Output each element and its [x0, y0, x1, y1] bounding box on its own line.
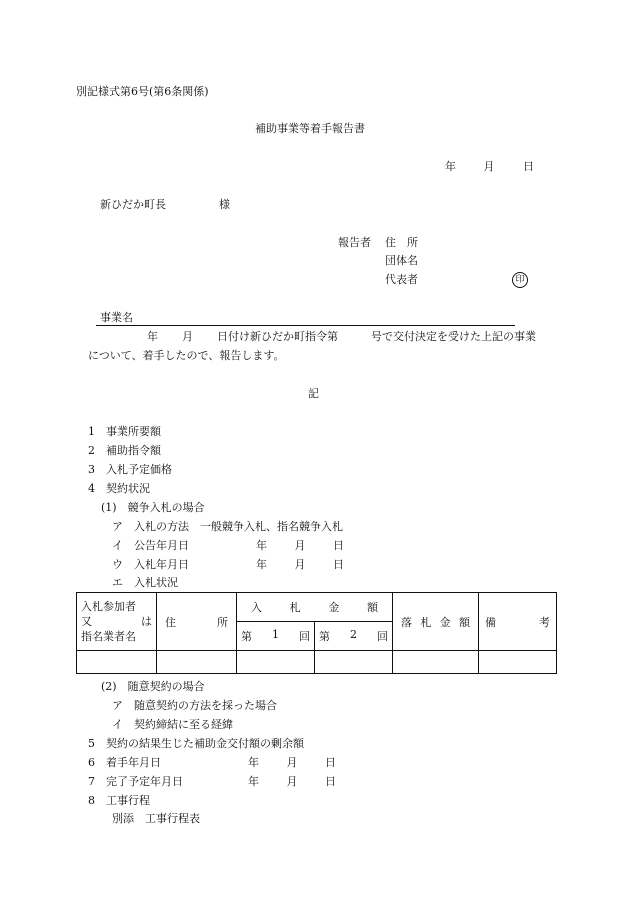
report-date — [445, 161, 534, 172]
table-row — [77, 651, 557, 674]
header-remarks — [479, 593, 557, 651]
date-month: 月 — [483, 160, 495, 173]
header-bidder-line2b: は — [141, 615, 152, 628]
statement-line2: について、着手したので、報告します。 — [88, 349, 285, 362]
header-winning-amount — [393, 593, 479, 651]
start-date — [248, 757, 336, 768]
header-round-2 — [315, 622, 393, 651]
statement-month: 月 — [182, 330, 193, 343]
date-year: 年 — [256, 558, 267, 571]
statement-year: 年 — [147, 330, 158, 343]
header-round-1-a: 第 — [241, 630, 252, 643]
reporter-representative-label: 代表者 — [385, 273, 418, 286]
header-address — [157, 593, 237, 651]
date-month: 月 — [286, 775, 298, 788]
form-number: 別記様式第6号(第6条関係) — [76, 85, 209, 98]
bid-date — [256, 559, 344, 570]
header-round-2-a: 第 — [319, 630, 330, 643]
project-name-underline — [96, 325, 515, 326]
date-month: 月 — [294, 539, 306, 552]
item-4-2: (2) 随意契約の場合 — [101, 680, 205, 693]
announcement-date — [256, 540, 344, 551]
item-7: 7 完了予定年月日 — [88, 775, 183, 788]
header-winning-3: 金 — [439, 615, 451, 629]
item-3: 3 入札予定価格 — [88, 463, 172, 476]
header-winning-2: 札 — [420, 615, 432, 629]
date-year: 年 — [248, 756, 259, 769]
header-winning-4: 額 — [458, 615, 470, 629]
item-2: 2 補助指令額 — [88, 444, 161, 457]
header-remarks-a: 備 — [485, 615, 496, 629]
bid-status-table — [76, 592, 557, 674]
date-year: 年 — [256, 539, 267, 552]
date-day: 日 — [333, 539, 344, 552]
addressee-honorific: 様 — [219, 198, 230, 211]
header-bidder-line2a: 又 — [81, 615, 92, 628]
date-month: 月 — [294, 558, 306, 571]
ki-heading: 記 — [308, 387, 319, 400]
item-4-2-a: ア 随意契約の方法を採った場合 — [112, 699, 277, 712]
cell-round-1 — [237, 651, 315, 674]
date-year: 年 — [248, 775, 259, 788]
item-5: 5 契約の結果生じた補助金交付額の剰余額 — [88, 737, 304, 750]
cell-winning — [393, 651, 479, 674]
header-address-b: 所 — [217, 615, 228, 629]
reporter-label: 報告者 — [338, 236, 371, 249]
statement-mid: 日付け新ひだか町指令第 — [217, 330, 338, 343]
item-8-attachment: 別添 工事行程表 — [112, 812, 200, 825]
document-title: 補助事業等着手報告書 — [255, 122, 365, 135]
cell-bidder — [77, 651, 157, 674]
header-round-1-b: 1 — [272, 628, 279, 641]
header-bid-amount-1: 入 — [251, 601, 262, 614]
reporter-organization-label: 団体名 — [385, 254, 418, 267]
header-round-2-b: 2 — [350, 628, 357, 641]
cell-address — [157, 651, 237, 674]
cell-remarks — [479, 651, 557, 674]
item-4-2-i: イ 契約締結に至る経緯 — [112, 718, 233, 731]
item-4-1-u: ウ 入札年月日 — [112, 558, 189, 571]
seal-mark — [512, 272, 528, 288]
header-round-1-c: 回 — [299, 630, 310, 643]
header-bidder-line1: 入札参加者 — [81, 600, 136, 613]
header-bid-amount-3: 金 — [328, 601, 340, 614]
header-bid-amount-2: 札 — [289, 601, 301, 614]
cell-round-2 — [315, 651, 393, 674]
reporter-address-label: 住 所 — [385, 236, 418, 249]
date-day: 日 — [333, 558, 344, 571]
header-bidder-line3: 指名業者名 — [81, 630, 136, 643]
item-8: 8 工事行程 — [88, 794, 150, 807]
date-day: 日 — [325, 775, 336, 788]
item-4: 4 契約状況 — [88, 482, 150, 495]
header-bid-amount — [237, 593, 393, 622]
header-round-2-c: 回 — [377, 630, 388, 643]
header-bid-amount-4: 額 — [366, 601, 378, 614]
completion-date — [248, 776, 336, 787]
statement-end: 号で交付決定を受けた上記の事業 — [371, 330, 536, 343]
date-month: 月 — [286, 756, 298, 769]
item-4-1-i: イ 公告年月日 — [112, 539, 189, 552]
item-1: 1 事業所要額 — [88, 425, 161, 438]
item-6: 6 着手年月日 — [88, 756, 161, 769]
addressee-name: 新ひだか町長 — [100, 198, 166, 211]
header-address-a: 住 — [165, 615, 176, 629]
date-year: 年 — [445, 160, 456, 173]
item-4-1-a: ア 入札の方法 一般競争入札、指名競争入札 — [112, 520, 343, 533]
date-day: 日 — [523, 160, 534, 173]
project-name-label: 事業名 — [100, 311, 133, 324]
seal-icon: 印 — [512, 272, 528, 288]
item-4-1: (1) 競争入札の場合 — [101, 501, 205, 514]
header-bidder — [77, 593, 157, 651]
date-day: 日 — [325, 756, 336, 769]
header-round-1 — [237, 622, 315, 651]
item-4-1-e: エ 入札状況 — [112, 576, 178, 589]
header-winning-1: 落 — [401, 615, 412, 629]
header-remarks-b: 考 — [539, 615, 550, 629]
